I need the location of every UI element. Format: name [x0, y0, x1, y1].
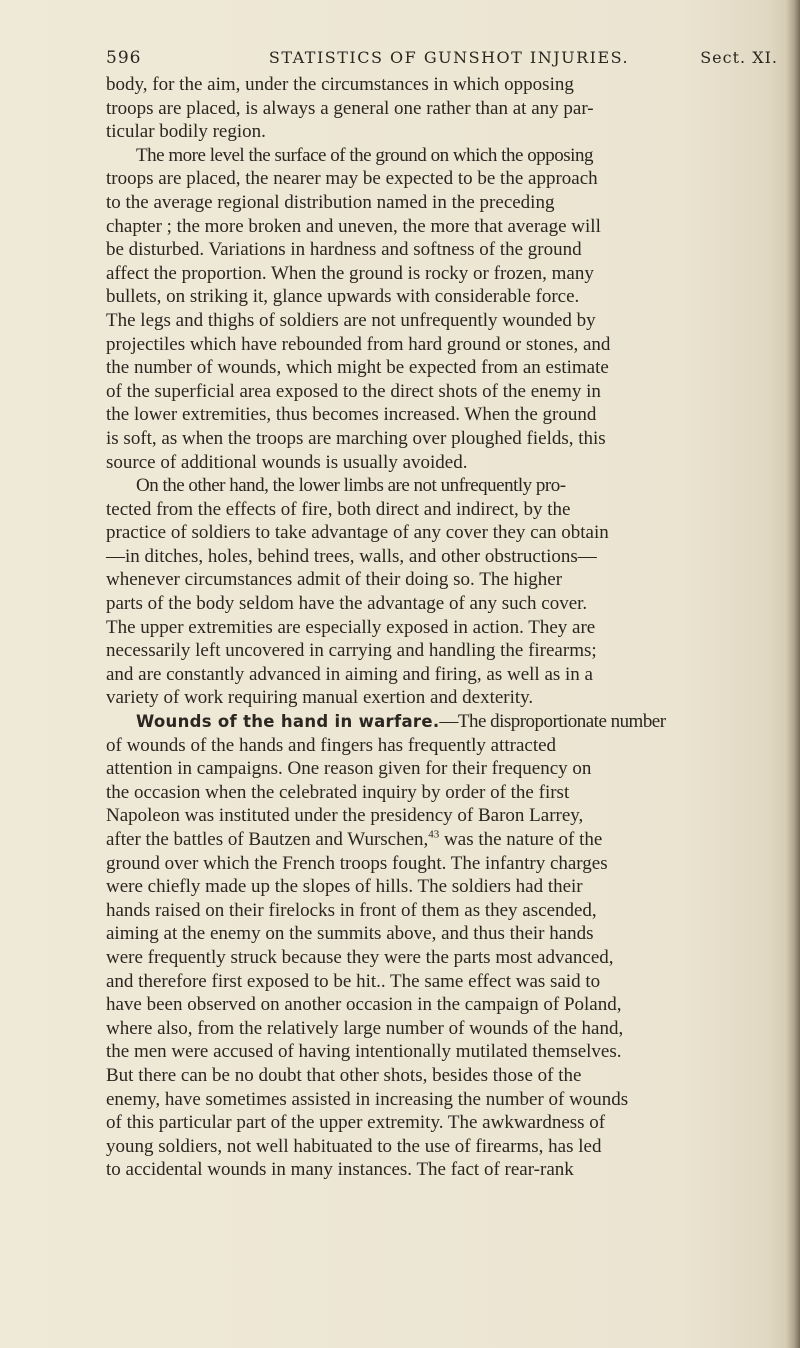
- paragraph: [106, 474, 786, 710]
- running-title: STATISTICS OF GUNSHOT INJURIES.: [268, 48, 630, 67]
- text-line: ground over which the French troops fought. The infantry charges: [106, 852, 608, 874]
- section-heading: Wounds of the hand in warfare.: [136, 712, 440, 732]
- text-line: parts of the body seldom have the advantage of any such cover.: [106, 593, 588, 615]
- text-line: affect the proportion. When the ground is rocky or frozen, many: [106, 262, 594, 284]
- text-line: chapter ; the more broken and uneven, the more that average will: [106, 215, 601, 237]
- text-line: The upper extremities are especially exposed in action. They are: [106, 616, 596, 638]
- text-line: were chiefly made up the slopes of hills. The soldiers had their: [106, 876, 583, 898]
- text-line: where also, from the relatively large number of wounds of the hand,: [106, 1017, 624, 1039]
- page-edge-shadow: [786, 0, 800, 1348]
- section-label: Sect. XI.: [700, 48, 778, 67]
- text-line: attention in campaigns. One reason given for their frequency on: [106, 758, 592, 780]
- paragraph: [106, 144, 786, 474]
- text-line: source of additional wounds is usually avoided.: [106, 451, 468, 473]
- paragraph: [106, 73, 786, 144]
- text-line: is soft, as when the troops are marching over ploughed fields, this: [106, 427, 606, 449]
- text-line: whenever circumstances admit of their doing so. The higher: [106, 569, 563, 591]
- text-line: Napoleon was instituted under the presidency of Baron Larrey,: [106, 805, 584, 827]
- text-line: the lower extremities, thus becomes increased. When the ground: [106, 404, 597, 426]
- text-line: The more level the surface of the ground on which the opposing: [136, 144, 593, 166]
- page-number: 596: [106, 48, 142, 68]
- text-line: the men were accused of having intentionally mutilated themselves.: [106, 1041, 622, 1063]
- text-line: after the battles of Bautzen and Wurschen,$^{43}$ was the nature of the: [106, 828, 603, 850]
- text-line: —in ditches, holes, behind trees, walls, and other obstructions—: [106, 545, 597, 567]
- text-line: have been observed on another occasion in the campaign of Poland,: [106, 994, 622, 1016]
- body-text: [106, 73, 786, 1182]
- text-line: of wounds of the hands and fingers has frequently attracted: [106, 734, 557, 756]
- text-line: variety of work requiring manual exertion and dexterity.: [106, 687, 534, 709]
- text-line: practice of soldiers to take advantage of any cover they can obtain: [106, 522, 609, 544]
- text-line: ticular bodily region.: [106, 121, 266, 143]
- text-line: the number of wounds, which might be expected from an estimate: [106, 357, 609, 379]
- text-line: On the other hand, the lower limbs are not unfrequently pro-: [136, 475, 566, 497]
- running-header: [106, 48, 792, 74]
- text-line: of the superficial area exposed to the direct shots of the enemy in: [106, 380, 601, 402]
- text-line: of this particular part of the upper extremity. The awkwardness of: [106, 1112, 606, 1134]
- text-line: tected from the effects of fire, both direct and indirect, by the: [106, 498, 571, 520]
- text-line: and are constantly advanced in aiming and firing, as well as in a: [106, 663, 593, 685]
- text-line: troops are placed, is always a general one rather than at any par-: [106, 97, 594, 119]
- text-line: troops are placed, the nearer may be expected to be the approach: [106, 168, 598, 190]
- text-line: The legs and thighs of soldiers are not unfrequently wounded by: [106, 309, 596, 331]
- text-line-rest: —The disproportionate number: [439, 711, 666, 733]
- text-line: enemy, have sometimes assisted in increasing the number of wounds: [106, 1088, 629, 1110]
- text-line: and therefore first exposed to be hit.. The same effect was said to: [106, 970, 601, 992]
- text-line: were frequently struck because they were the parts most advanced,: [106, 946, 614, 968]
- text-line: to the average regional distribution named in the preceding: [106, 191, 555, 213]
- footnote-reference[interactable]: 43: [428, 828, 440, 841]
- text-line: body, for the aim, under the circumstances in which opposing: [106, 74, 574, 95]
- text-line: the occasion when the celebrated inquiry by order of the first: [106, 781, 570, 803]
- text-line: hands raised on their firelocks in front of them as they ascended,: [106, 899, 597, 921]
- text-line: necessarily left uncovered in carrying and handling the firearms;: [106, 640, 597, 662]
- text-line: to accidental wounds in many instances. The fact of rear-rank: [106, 1159, 574, 1181]
- text-line: be disturbed. Variations in hardness and softness of the ground: [106, 239, 582, 261]
- text-line: young soldiers, not well habituated to the use of firearms, has led: [106, 1135, 602, 1157]
- paragraph: [106, 710, 786, 1182]
- text-line: aiming at the enemy on the summits above, and thus their hands: [106, 923, 594, 945]
- text-line: [106, 710, 786, 734]
- text-line: But there can be no doubt that other shots, besides those of the: [106, 1064, 582, 1086]
- text-line: bullets, on striking it, glance upwards with considerable force.: [106, 286, 580, 308]
- text-line: projectiles which have rebounded from hard ground or stones, and: [106, 333, 611, 355]
